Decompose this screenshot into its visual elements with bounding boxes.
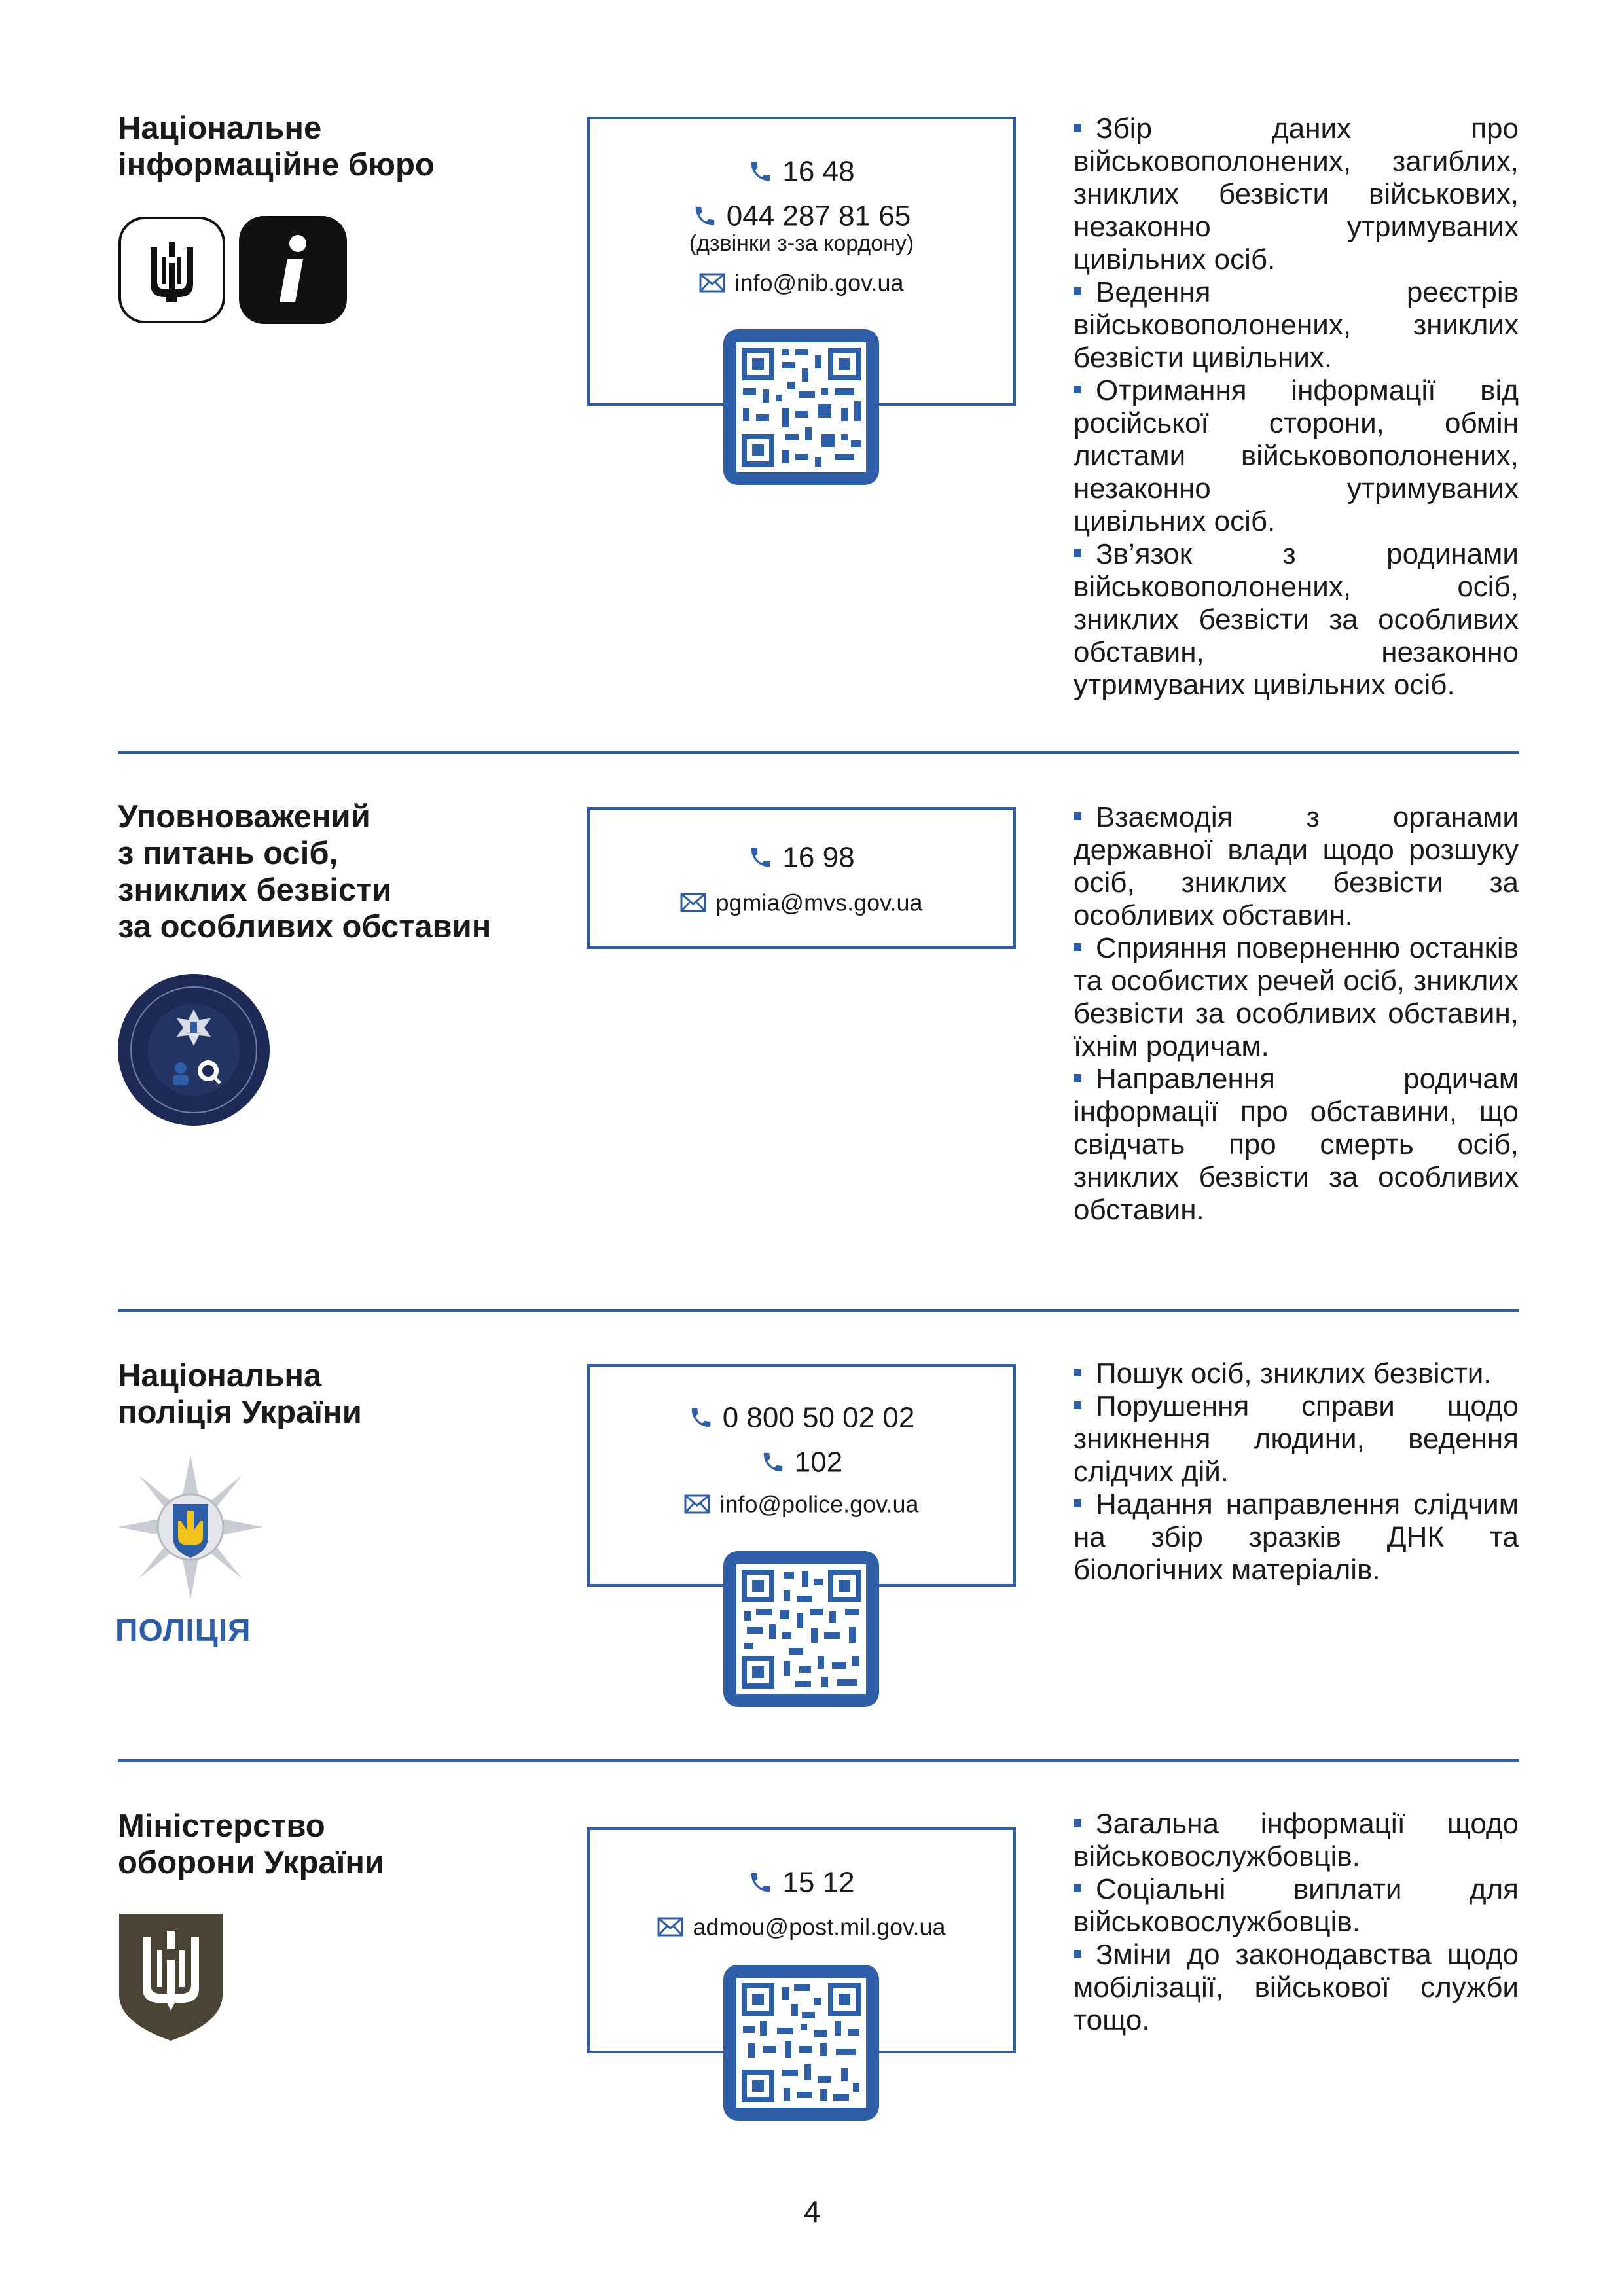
section-title: Уповноважений з питань осіб, зниклих безвісти за особливих обставин (118, 799, 492, 944)
list-item: Сприяння поверненню останків та особистих речей осіб, зниклих безвісти за особливих обставин, їхнім родичам. (1074, 932, 1519, 1062)
police-star-icon (117, 1453, 264, 1601)
phone-icon (748, 159, 773, 184)
phone-line: 0 800 50 02 02 (590, 1399, 1013, 1435)
qr-icon (736, 342, 866, 472)
bullet-list (1074, 113, 1519, 702)
phone-line: 16 48 (590, 153, 1013, 188)
envelope-icon (684, 1494, 710, 1514)
bullet-list (1074, 1357, 1519, 1587)
section-nib (0, 0, 1624, 753)
email-line[interactable]: admou@post.mil.gov.ua (590, 1911, 1013, 1941)
list-item: Взаємодія з органами державної влади щодо розшуку осіб, зниклих безвісти за особливих обставин. (1074, 801, 1519, 931)
email-line[interactable]: pgmia@mvs.gov.ua (590, 887, 1013, 917)
bullet-list (1074, 801, 1519, 1227)
section-mod (0, 1761, 1624, 2186)
phone-icon (689, 1405, 713, 1430)
section-commissioner (0, 753, 1624, 1309)
qr-icon (736, 1978, 866, 2108)
section-title: Національна поліція України (118, 1358, 362, 1430)
list-item: Зв’язок з родинами військовополонених, осіб, зниклих безвісти за особливих обставин, незаконно утримуваних цивільних осіб. (1074, 538, 1519, 701)
trident-icon (118, 216, 226, 324)
email-line[interactable]: info@nib.gov.ua (590, 267, 1013, 297)
list-item: Пошук осіб, зниклих безвісти. (1074, 1357, 1519, 1390)
list-item: Порушення справи щодо зникнення людини, ведення слідчих дій. (1074, 1390, 1519, 1488)
qr-code[interactable] (723, 1551, 879, 1707)
list-item: Направлення родичам інформації про обставини, що свідчать про смерть осіб, зниклих безвісти за особливих обставин. (1074, 1063, 1519, 1226)
phone-icon (761, 1450, 785, 1475)
phone-line: 16 98 (590, 839, 1013, 874)
phone-note: (дзвінки з-за кордону) (689, 231, 914, 257)
info-icon (239, 216, 347, 324)
list-item: Збір даних про військовополонених, загиблих, зниклих безвісти військових, незаконно утримуваних цивільних осіб. (1074, 113, 1519, 276)
envelope-icon (657, 1917, 683, 1937)
page-number: 4 (803, 2195, 821, 2229)
phone-line: 044 287 81 65 (590, 198, 1013, 233)
commissioner-seal-icon (117, 973, 271, 1127)
nib-logo (118, 216, 350, 324)
police-logo-text: ПОЛІЦІЯ (115, 1613, 251, 1648)
phone-icon (693, 204, 717, 228)
phone-icon (748, 845, 773, 870)
phone-line: 15 12 (590, 1864, 1013, 1899)
phone-icon (748, 1870, 773, 1895)
list-item: Надання направлення слідчим на збір зразків ДНК та біологічних матеріалів. (1074, 1488, 1519, 1586)
qr-code[interactable] (723, 1965, 879, 2121)
qr-code[interactable] (723, 329, 879, 485)
list-item: Зміни до законодавства щодо мобілізації, військової служби тощо. (1074, 1939, 1519, 2036)
list-item: Соціальні виплати для військовослужбовців. (1074, 1873, 1519, 1938)
list-item: Ведення реєстрів військовополонених, зниклих безвісти цивільних. (1074, 276, 1519, 374)
defense-ministry-shield-icon (117, 1911, 225, 2043)
contact-box (587, 807, 1016, 949)
email-line[interactable]: info@police.gov.ua (590, 1488, 1013, 1518)
list-item: Загальна інформації щодо військовослужбовців. (1074, 1808, 1519, 1873)
list-item: Отримання інформації від російської сторони, обмін листами військовополонених, незаконно утримуваних цивільних осіб. (1074, 374, 1519, 537)
envelope-icon (699, 273, 725, 293)
police-logo (115, 1453, 285, 1649)
section-title: Міністерство оборони України (118, 1808, 385, 1880)
section-title: Національне інформаційне бюро (118, 111, 435, 183)
envelope-icon (680, 893, 706, 912)
qr-icon (736, 1564, 866, 1694)
bullet-list (1074, 1808, 1519, 2037)
section-police (0, 1310, 1624, 1759)
phone-line: 102 (590, 1444, 1013, 1479)
